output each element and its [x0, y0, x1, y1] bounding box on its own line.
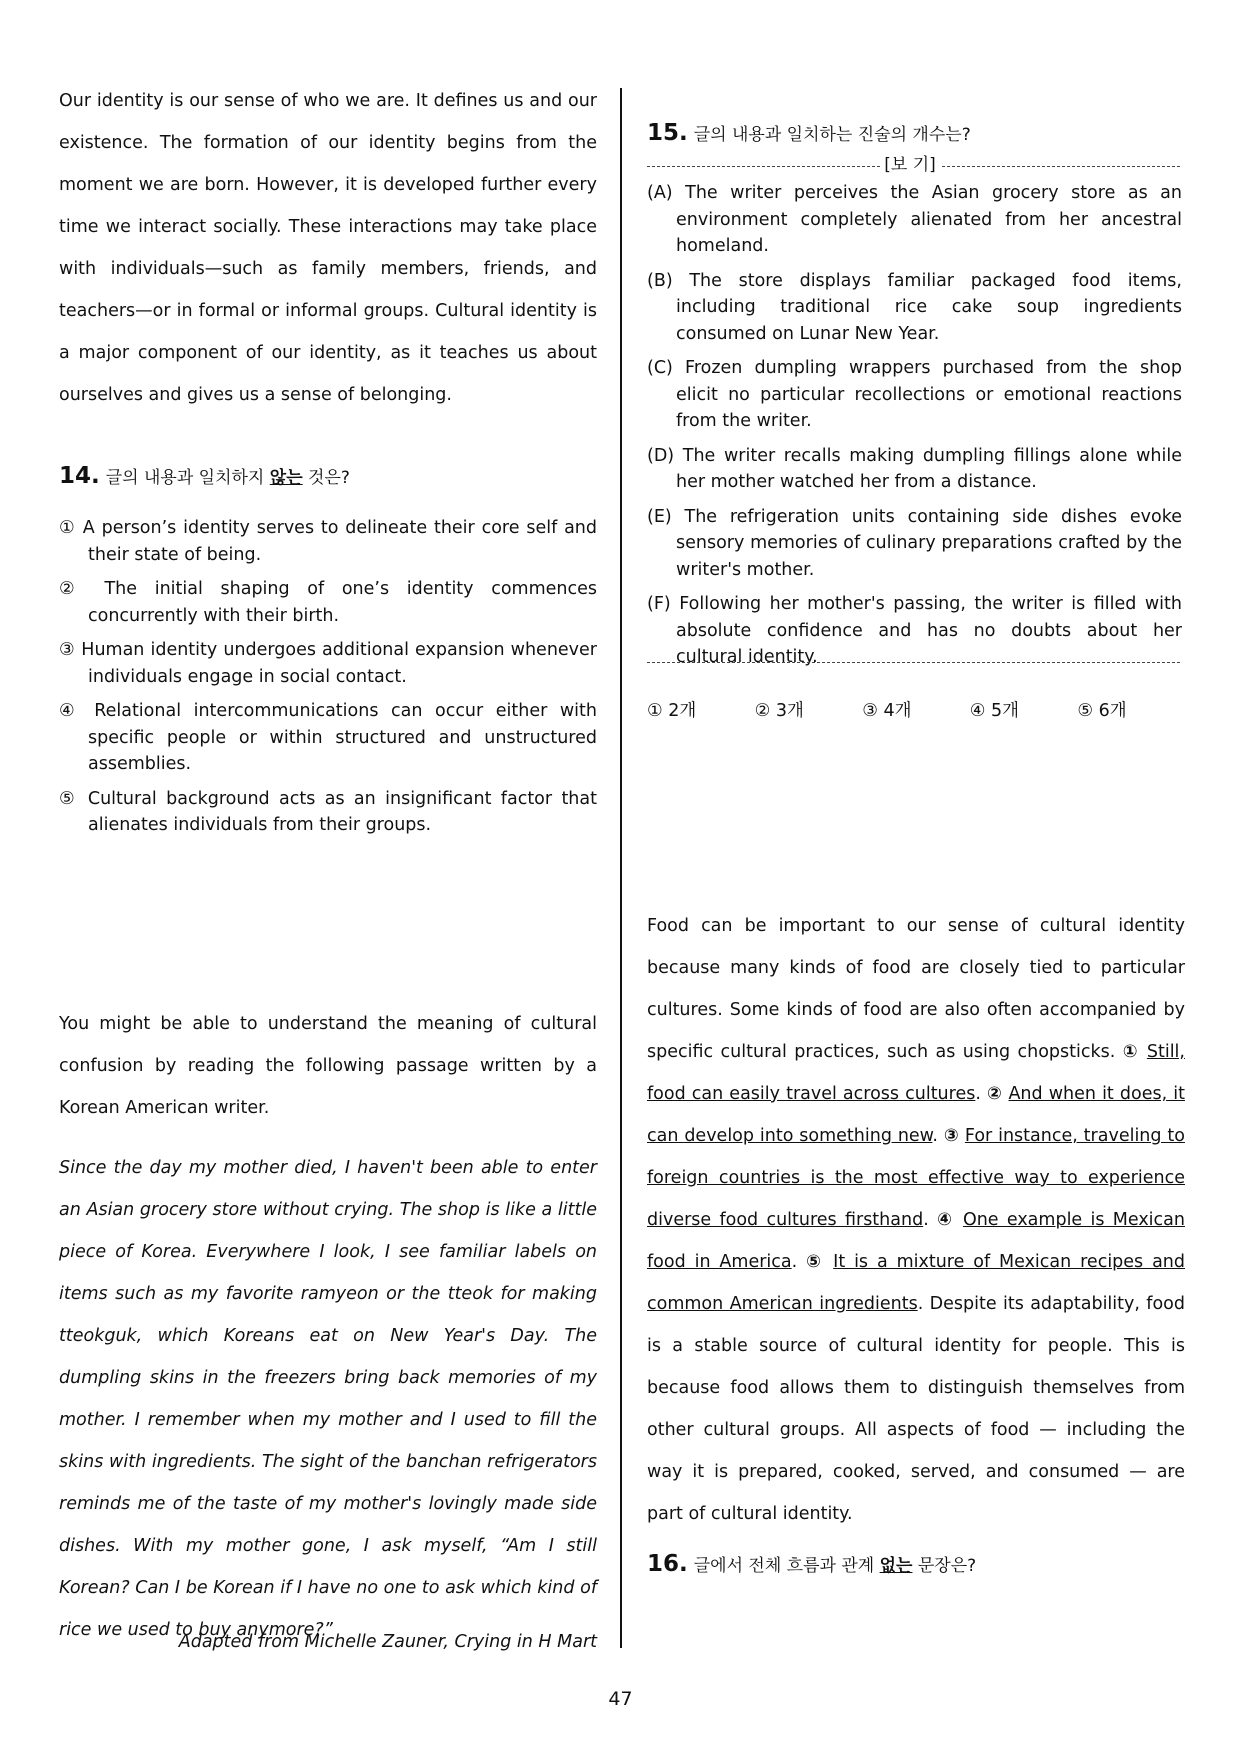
question-15-choices: [647, 697, 1185, 722]
option-3[interactable]: ③ Human identity undergoes additional expansion whenever individuals engage in social contact.: [59, 640, 597, 687]
question-emphasis: 않는: [269, 468, 303, 488]
choice-1[interactable]: ① 2개: [647, 701, 697, 721]
passage-food-identity: Food can be important to our sense of cultural identity because many kinds of food are closely tied to particular cultures. Some kinds of food are also often accompanied by specific cultural practices, such as using chopsticks. ① Still, food can easily travel across cultures. ② And when it does, it can develop into something new. ③ For instance, traveling to foreign countries is the most effective way to experience diverse food cultures firsthand. ④ One example is Mexican food in America. ⑤ It is a mixture of Mexican recipes and common American ingredients. Despite its adaptability, food is a stable source of cultural identity for people. This is because food allows them to distinguish themselves from other cultural groups. All aspects of food — including the way it is prepared, cooked, served, and consumed — are part of cultural identity.: [647, 916, 1185, 1524]
question-14-options: [59, 515, 597, 847]
statement-c: (C) Frozen dumpling wrappers purchased from the shop elicit no particular recollections or emotional reactions from the writer.: [647, 358, 1182, 431]
question-emphasis: 없는: [879, 1556, 913, 1576]
column-divider: [620, 88, 622, 1648]
sentence-5: It is a mixture of Mexican recipes and common American ingredients: [647, 1252, 1185, 1314]
question-number: 16.: [647, 1551, 688, 1577]
question-14-title: [59, 463, 597, 491]
choice-2[interactable]: ② 3개: [754, 701, 804, 721]
choice-4[interactable]: ④ 5개: [969, 701, 1020, 721]
statement-b: (B) The store displays familiar packaged food items, including traditional rice cake soup ingredients consumed on Lunar New Year.: [647, 270, 1182, 344]
question-prompt: 글의 내용과 일치하지: [105, 468, 265, 488]
marker-3: ③: [943, 1126, 959, 1146]
page-number: 47: [608, 1688, 633, 1710]
option-5[interactable]: ⑤ Cultural background acts as an insignificant factor that alienates individuals from their groups.: [59, 788, 597, 835]
sentence-1: Still, food can easily travel across cultures: [647, 1042, 1185, 1104]
choice-3[interactable]: ③ 4개: [862, 701, 912, 721]
option-2[interactable]: ② The initial shaping of one’s identity commences concurrently with their birth.: [59, 579, 597, 626]
option-4[interactable]: ④ Relational intercommunications can occur either with specific people or within structured and unstructured assemblies.: [59, 701, 597, 774]
passage-outro: Despite its adaptability, food is a stable source of cultural identity for people. This is because food allows them to distinguish themselves from other cultural groups. All aspects of food — including the way it is prepared, cooked, served, and consumed — are part of cultural identity.: [647, 1294, 1185, 1524]
bogi-label: [보 기]: [880, 155, 940, 175]
question-16-title: [647, 1551, 1185, 1579]
passage-quote: Since the day my mother died, I haven't been able to enter an Asian grocery store without crying. The shop is like a little piece of Korea. Everywhere I look, I see familiar labels on items such as my favorite ramyeon or the tteok for making tteokguk, which Koreans eat on New Year's Day. The dumpling skins in the freezers bring back memories of my mother. I remember when my mother and I used to fill the skins with ingredients. The sight of the banchan refrigerators reminds me of the taste of my mother's lovingly made side dishes. With my mother gone, I ask myself, “Am I still Korean? Can I be Korean if I have no one to ask which kind of rice we used to buy anymore?”: [59, 1158, 597, 1640]
marker-1: ①: [1122, 1042, 1140, 1062]
passage-source: Adapted from Michelle Zauner, Crying in H Mart: [178, 1632, 597, 1652]
question-prompt: 글에서 전체 흐름과 관계: [693, 1556, 875, 1576]
question-number: 15.: [647, 120, 688, 146]
passage-intro-cultural-confusion: You might be able to understand the meaning of cultural confusion by reading the following passage written by a Korean American writer.: [59, 1014, 597, 1118]
question-15-title: [647, 120, 1185, 148]
sentence-4: One example is Mexican food in America: [647, 1210, 1185, 1272]
marker-4: ④: [937, 1210, 955, 1230]
statement-a: (A) The writer perceives the Asian grocery store as an environment completely alienated from her ancestral homeland.: [647, 183, 1182, 256]
question-prompt-end: 것은?: [308, 468, 350, 488]
question-prompt: 글의 내용과 일치하는 진술의 개수는?: [693, 125, 971, 145]
statement-e: (E) The refrigeration units containing side dishes evoke sensory memories of culinary preparations crafted by the writer's mother.: [647, 506, 1182, 580]
question-prompt-end: 문장은?: [917, 1556, 977, 1576]
passage-intro: Food can be important to our sense of cultural identity because many kinds of food are closely tied to particular cultures. Some kinds of food are also often accompanied by specific cultural practices, such as using chopsticks.: [647, 916, 1185, 1062]
marker-5: ⑤: [806, 1252, 825, 1272]
choice-5[interactable]: ⑤ 6개: [1077, 701, 1127, 721]
passage-identity: Our identity is our sense of who we are. It defines us and our existence. The formation of our identity begins from the moment we are born. However, it is developed further every time we interact socially. These interactions may take place with individuals—such as family members, friends, and teachers—or in formal or informal groups. Cultural identity is a major component of our identity, as it teaches us about ourselves and gives us a sense of belonging.: [59, 91, 597, 405]
bogi-bottom-rule: [647, 662, 1180, 663]
option-1[interactable]: ① A person’s identity serves to delineate their core self and their state of being.: [59, 518, 597, 565]
statement-d: (D) The writer recalls making dumpling fillings alone while her mother watched her from a distance.: [647, 445, 1182, 492]
question-number: 14.: [59, 463, 100, 489]
sentence-3: For instance, traveling to foreign countries is the most effective way to experience diverse food cultures firsthand: [647, 1126, 1185, 1230]
statement-f: (F) Following her mother's passing, the writer is filled with absolute confidence and has no doubts about her cultural identity.: [647, 594, 1182, 667]
sentence-2: And when it does, it can develop into something new: [647, 1084, 1185, 1146]
question-15-statements: [647, 180, 1182, 679]
marker-2: ②: [987, 1084, 1003, 1104]
